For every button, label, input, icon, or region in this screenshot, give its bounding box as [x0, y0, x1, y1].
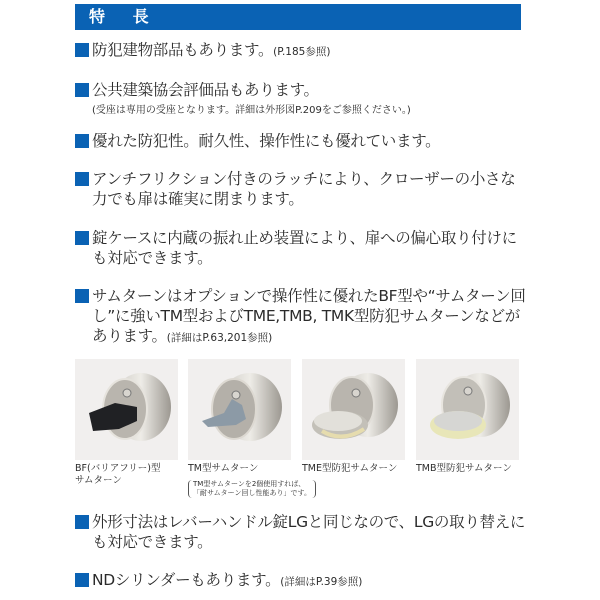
caption-line: サムターン [75, 475, 122, 486]
photo-tm-thumbturn [188, 359, 291, 460]
square-bullet-icon [75, 573, 89, 587]
feature-text: 防犯建物部品もあります。 [92, 41, 274, 59]
feature-text: サムターンはオプションで操作性に優れたBF型や“サムターン回し”に強いTM型およびTME,TMB, TMK型防犯サムターンなどがあります。 [92, 287, 526, 345]
photo-caption [416, 463, 512, 475]
caption-line: BF(バリアフリー)型 [75, 463, 161, 474]
feature-item [75, 570, 535, 592]
square-bullet-icon [75, 43, 89, 57]
square-bullet-icon [75, 83, 89, 97]
feature-item [75, 512, 527, 552]
caption-line: TME型防犯サムターン [302, 463, 398, 474]
section-title: 特 長 [89, 7, 160, 26]
feature-item [75, 131, 535, 151]
bf-thumbturn-icon [75, 359, 178, 460]
photo-caption [75, 463, 161, 487]
tme-thumbturn-icon [302, 359, 405, 460]
feature-text: 錠ケースに内蔵の振れ止め装置により、扉への偏心取り付けにも対応できます。 [92, 229, 517, 267]
page-reference: (詳細はP.63,201参照) [166, 332, 273, 344]
feature-text: 優れた防犯性。耐久性、操作性にも優れています。 [92, 132, 441, 150]
caption-line: TMB型防犯サムターン [416, 463, 512, 474]
feature-item [75, 80, 535, 100]
section-header [75, 4, 521, 30]
caption-line: TM型サムターン [188, 463, 259, 474]
feature-item [75, 286, 527, 348]
tmb-thumbturn-icon [416, 359, 519, 460]
tm-subnote [188, 480, 316, 498]
page-reference: (詳細はP.39参照) [280, 576, 363, 588]
photo-caption [188, 463, 258, 475]
subnote-line: TM型サムターンを2個使用すれば、 [193, 480, 306, 488]
feature-item [75, 40, 535, 62]
tm-thumbturn-icon [188, 359, 291, 460]
photo-tmb-thumbturn [416, 359, 519, 460]
square-bullet-icon [75, 289, 89, 303]
feature-item [75, 169, 527, 209]
feature-text: 公共建築協会評価品もあります。 [92, 81, 319, 99]
feature-text: 外形寸法はレバーハンドル錠LGと同じなので、LGの取り替えにも対応できます。 [92, 513, 526, 551]
square-bullet-icon [75, 231, 89, 245]
page-reference: (P.185参照) [273, 46, 331, 58]
feature-text: NDシリンダーもあります。 [92, 571, 281, 589]
photo-tme-thumbturn [302, 359, 405, 460]
square-bullet-icon [75, 172, 89, 186]
feature-text: アンチフリクション付きのラッチにより、クローザーの小さな力でも扉は確実に閉まります。 [92, 170, 516, 208]
square-bullet-icon [75, 134, 89, 148]
photo-bf-thumbturn [75, 359, 178, 460]
subnote-line: 「耐サムターン回し性能あり」です。 [193, 489, 311, 497]
photo-caption [302, 463, 397, 475]
square-bullet-icon [75, 515, 89, 529]
feature-item [75, 228, 527, 268]
receiver-note: (受座は専用の受座となります。詳細は外形図P.209をご参照ください。) [92, 105, 411, 116]
